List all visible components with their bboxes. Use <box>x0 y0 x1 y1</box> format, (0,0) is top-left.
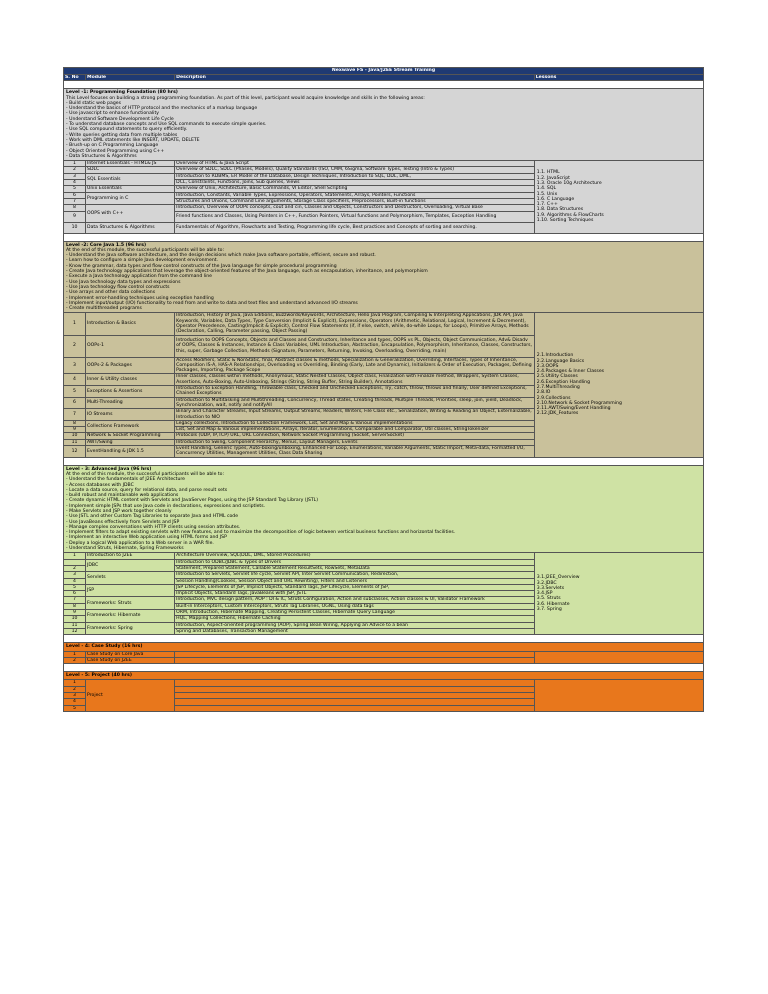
spacer-row <box>64 635 704 643</box>
level-intro-line: - Understand the basics of HTTP protocol and the mechanics of a markup language <box>66 106 258 112</box>
level-header-row <box>64 465 704 553</box>
cell-description: Structures and Unions, Command Line arguments, Storage Class specifiers, Preprocessors, Built-in functions <box>175 198 535 204</box>
cell-module: Frameworks: Struts <box>86 597 175 610</box>
level-intro-line: - Understand Software Development Life Cycle <box>66 116 174 122</box>
level-header-row <box>64 241 704 313</box>
cell-sno: 7 <box>64 409 86 421</box>
cell-sno: 9 <box>64 211 86 222</box>
level-title: Level - 5: Project (40 hrs) <box>66 673 132 679</box>
level-intro-line: - Implement input/output (I/O) functionality to read from and write to data and text files and understand advanced I/O streams <box>66 300 358 306</box>
level-intro-line: - Data Structures & Algorithms <box>66 153 137 159</box>
cell-sno: 6 <box>64 192 86 198</box>
level-intro-line: - Deploy a logical Web application to a Web server in a WAR file. <box>66 540 214 546</box>
cell-description: Inner classes, classes within methods, Anonymous, Static Nested Classes, Object class, Finalization with Finalize method, Wrappers, System Classes, Assertions, Auto-Boxing, Auto-Unboxing, Strings (String, String Buffer, String Builder), Annotations <box>175 374 535 386</box>
cell-description: Access Modifiers, Static & NonStatic, final, Abstract classes & methods, Specialization & Generalization, Overriding, Interfaces, Types of Inheritance, Composition IS-A, HAS-A Relationships, Overloading vs Overriding, Binding (Early, Late and Dynamic), Initializers & Order of Execution, Packages, Defining Packages, Importing, Package Scope <box>175 357 535 374</box>
cell-module: JDBC <box>86 559 175 572</box>
level-intro-line: At the end of this module, the successful participants will be able to: <box>66 471 225 477</box>
spacer-cell <box>64 635 704 643</box>
cell-description: List, Set and Map & Various implementations, Arrays, Iterator, Enumerations, Comparable and Comparator, Util classes, StringTokenizer <box>175 427 535 433</box>
level-intro-line: - Create multithreaded programs <box>66 306 142 312</box>
cell-sno: 6 <box>64 591 86 597</box>
lesson-item: 2.10.Network & Socket Programming <box>536 400 622 406</box>
cell-module: Exceptions & Assertions <box>86 386 175 398</box>
level-intro-line: - Create dynamic HTML content with Servlets and JavaServer Pages, using the JSP Standard Tag Library (JSTL) <box>66 498 319 504</box>
level-intro-line: This Level focuses on building a strong programming foundation. As part of this level, participant would acquire knowledge and skills in the following areas: <box>66 95 425 101</box>
level-description <box>64 643 704 651</box>
level-intro-line: - Implement simple JSPs that use Java code in declarations, expressions and scriptlets. <box>66 503 266 509</box>
lesson-item: 1.8. Data Structures <box>536 207 584 213</box>
lesson-item: 1.2. JavaScript <box>536 175 570 181</box>
cell-sno: 5 <box>64 186 86 192</box>
spacer-cell <box>64 664 704 672</box>
title-row <box>64 68 704 75</box>
cell-sno: 1 <box>64 651 86 657</box>
level-header-row <box>64 643 704 651</box>
cell-sno: 1 <box>64 161 86 167</box>
cell-sno: 8 <box>64 420 86 426</box>
lesson-item: 3.1.J2EE_Overview <box>536 575 580 581</box>
cell-module: Case Study on Core Java <box>86 651 175 657</box>
lesson-item: 2.1.Introduction <box>536 353 574 359</box>
level-title: Level - 4: Case Study (16 hrs) <box>66 644 143 650</box>
cell-description: Introduction, Aspect-oriented programming (AOP), Spring Bean Wiring, Applying an Advice to a bean <box>175 622 535 628</box>
cell-module: Case Study on J2EE <box>86 657 175 663</box>
cell-description: Introduction to ODBC/JDBC & Types of Drivers <box>175 559 535 565</box>
header-sno: S. No <box>64 75 86 81</box>
grid-body <box>64 68 704 712</box>
cell-module: Frameworks: Hibernate <box>86 610 175 623</box>
lesson-item: 1.1. HTML <box>536 170 560 176</box>
cell-module: IO Streams <box>86 409 175 421</box>
cell-module: Data Structures & Algorithms <box>86 222 175 233</box>
header-description: Description <box>175 75 535 81</box>
level-intro-line: - Object Oriented Programming using C++ <box>66 148 165 154</box>
lesson-item: 2.8.IO <box>536 390 551 396</box>
level-intro-line: - Know the grammar, data types and flow control constructs of the Java language for simple procedural programming <box>66 263 337 269</box>
lessons-cell <box>534 313 703 457</box>
cell-description: Built-in Interceptors, Custom Interceptors, Struts Tag Libraries, OGNL, Using data tags <box>175 603 535 609</box>
level-description <box>64 89 704 161</box>
level-intro-line: - Write queries getting data from multiple tables <box>66 132 178 138</box>
cell-description: Binary and Character Streams, Input Streams, Output Streams, Readers, Writers, File Class etc., Serialization, Writing & Reading an Object, Externalizable, Introduction to NIO <box>175 409 535 421</box>
lesson-item: 2.2.Language Basics <box>536 358 585 364</box>
lessons-cell <box>534 680 703 711</box>
spacer-cell <box>64 457 704 465</box>
cell-description: Introduction, MVC design pattern, AOP : DI & IC, Struts Configuration, Action and subclasses, Action classes & UI, Validator Framework <box>175 597 535 603</box>
cell-sno: 3 <box>64 173 86 179</box>
cell-sno: 5 <box>64 386 86 398</box>
spacer-row <box>64 233 704 241</box>
spacer-row <box>64 81 704 89</box>
level-intro-line: - Understand the Java software architecture, and the design decisions which make Java software portable, efficient, secure and robust. <box>66 253 376 259</box>
level-intro-line: - Implement filters to adapt existing servlets with new features, and to maximize the decomposition of logic between vertical business functions and horizontal facilities. <box>66 530 456 536</box>
cell-sno: 10 <box>64 433 86 439</box>
cell-description: JSP Lifecycle, Elements of JSP, Implicit Objects, Standard Tags, JSP Lifecycle, Elements of JSP, <box>175 584 535 590</box>
cell-description: Architecture Overview, SQL(DDL, DML, Stored Procedures) <box>175 553 535 559</box>
level-intro-line: - Use SQL compound statements to query efficiently. <box>66 127 188 133</box>
cell-sno: 9 <box>64 610 86 616</box>
lesson-item: 3.3.Servlets <box>536 585 565 591</box>
sheet-title: Nexwave FS - Java/J2EE Stream Training <box>64 68 704 75</box>
cell-sno: 3 <box>64 357 86 374</box>
cell-module: Multi-Threading <box>86 397 175 409</box>
level-intro-line: - Understand Struts, Hibernate, Spring Frameworks <box>66 546 184 552</box>
level-header-row <box>64 89 704 161</box>
level-intro-line: - Make Servlets and JSP work together cleanly <box>66 509 172 514</box>
cell-module: Collections Framework <box>86 420 175 433</box>
cell-sno: 3 <box>64 693 86 699</box>
cell-sno: 2 <box>64 565 86 571</box>
header-module: Module <box>86 75 175 81</box>
cell-sno: 8 <box>64 603 86 609</box>
level-intro-line: At the end of this module, the successful participants will be able to: <box>66 247 225 253</box>
cell-module: OOPs-1 <box>86 335 175 357</box>
lesson-item: 1.5. Unix <box>536 191 558 197</box>
spacer-cell <box>64 233 704 241</box>
lesson-item: 3.4.JSP <box>536 591 553 597</box>
lessons-cell <box>534 553 703 635</box>
lesson-item: 1.9. Algorithms & FlowCharts <box>536 212 604 218</box>
cell-description: Introduction to RDBMS, ER Model of the Database, Design Techniques, Introduction to SQL, DDL, DML, <box>175 173 535 179</box>
level-intro-line: - Locate a data source, query for relational data, and parse result sets <box>66 487 228 493</box>
cell-sno: 4 <box>64 578 86 584</box>
lesson-item: 2.6.Exception Handling <box>536 379 590 385</box>
cell-description: Implicit Objects, Standard Tags, JavaBeans with JSP, JSTL <box>175 591 535 597</box>
training-grid <box>63 67 704 712</box>
level-intro-line: - Use arrays and other data collections <box>66 290 156 296</box>
cell-sno: 10 <box>64 222 86 233</box>
cell-description: Overview of HTML & Java Script <box>175 161 535 167</box>
lesson-item: 3.7. Spring <box>536 607 562 613</box>
cell-description: Introduction, History of Java, Java Editions, Buzzwords/Keywords, Architecture, Hello Java Program, Compiling & Interpreting Applications, JDK API, Java Keywords, Variables, Data Types, Type Conversion (Implicit & Explicit), Expressions, Operators (Arithmetic, Relational, Logical, Increment & Decrement), Operator Precedence, Casting(Implicit & Explicit), Control Flow Statements (if, if else, switch, while, do-while Loops, for Loops), Primitive Arrays, Methods (Declaration, Calling, Parameter passing, Object Passing) <box>175 313 535 335</box>
spreadsheet <box>63 67 704 712</box>
cell-description: Protocols (UDP, IP,TCP) URL, URL Connection, Network Socket Programming (Socket, ServerSocket) <box>175 433 535 439</box>
cell-sno: 2 <box>64 335 86 357</box>
cell-description: Friend functions and Classes, Using Pointers in C++, Function Pointers, Virtual functions and Polymorphism, Templates, Exception Handling <box>175 211 535 222</box>
lesson-item: 2.12.JDK_Features <box>536 411 579 417</box>
cell-description: Overview of SDLC, SDLC (Phases, Models), Quality Standards (ISO, CMM, 6Sigma, Software Types, Testing (Intro & Types) <box>175 167 535 173</box>
level-description <box>64 241 704 313</box>
cell-description: Introduction to Swing, Component Hierarchy, Menus, Layout Managers, Events <box>175 439 535 445</box>
level-intro-line: - Access databases with JDBC <box>66 482 134 488</box>
level-title: Level -1: Programming Foundation (80 hrs) <box>66 90 178 96</box>
cell-module: Servlets <box>86 572 175 585</box>
cell-sno: 5 <box>64 705 86 711</box>
cell-description: HQL, Mapping Collections, Hibernate Caching <box>175 616 535 622</box>
level-intro-line: - Understand the fundamentals of J2EE Architecture <box>66 477 186 483</box>
lessons-cell <box>534 651 703 664</box>
cell-sno: 2 <box>64 686 86 692</box>
cell-sno: 1 <box>64 680 86 686</box>
lesson-item: 1.7. C++ <box>536 202 558 208</box>
lesson-item: 3.2.JDBC <box>536 580 557 586</box>
lesson-item: 2.5.Utility Classes <box>536 374 578 380</box>
level-title: Level - 3: Advanced Java (96 hrs) <box>66 466 152 472</box>
cell-description: Spring and Databases, Transaction Management <box>175 628 535 634</box>
cell-module: Internet Essentials - HTML& JS <box>86 161 175 167</box>
level-intro-line: - Work with DML statements like INSERT, UPDATE, DELETE <box>66 137 200 143</box>
level-description <box>64 465 704 553</box>
cell-description: ORM, Introduction, Hibernate Mapping, Creating Persistent Classes, Hibernate Query Language <box>175 610 535 616</box>
level-intro-line: - Use Java technology data types and expressions <box>66 279 181 285</box>
cell-description: Event Handling, Generic Types, Auto-boxing/unboxing, Enhanced For Loop, Enumerations, Variable Arguments, Static Import, Meta-data, Formatted I/O, Concurrency Utilities, Management Utilities, Class Data Sharing <box>175 446 535 458</box>
cell-description: Legacy collections, Introduction to Collection Framework, List, Set and Map & Various implementations <box>175 420 535 426</box>
cell-description <box>175 705 535 711</box>
cell-sno: 1 <box>64 553 86 559</box>
level-intro-line: - Brush-up on C Programming Language <box>66 143 159 149</box>
level-intro-line: - To understand database concepts and Use SQL commands to execute simple queries. <box>66 122 267 128</box>
cell-module: SDLC <box>86 167 175 173</box>
level-intro-line: - Execute a Java technology application from the command line <box>66 274 212 280</box>
cell-description: Session Handling(Cookies, Session Object and URL Rewriting), Filters and Listeners <box>175 578 535 584</box>
level-intro-line: - Implement error-handling techniques using exception handling <box>66 295 214 301</box>
spacer-row <box>64 457 704 465</box>
spacer-cell <box>64 81 704 89</box>
level-intro-line: - build robust and maintainable web applications <box>66 493 179 499</box>
cell-sno: 7 <box>64 597 86 603</box>
level-intro-line: - Use JavaBeans effectively from Servlets and JSP <box>66 519 180 525</box>
level-intro-line: - Use JSTL and other Custom Tag Libraries to separate Java and HTML code <box>66 514 239 520</box>
level-title: Level -2: Core Java 1.5 (96 hrs) <box>66 242 147 248</box>
cell-module: Frameworks: Spring <box>86 622 175 635</box>
cell-description: Introduction to Multitasking and Multithreading, Concurrency, Thread states, Creating threads, Multiple Threads, Priorities, sleep, join, yield, Deadlock, Synchronization, wait, notify and notifyAll <box>175 397 535 409</box>
cell-sno: 2 <box>64 167 86 173</box>
level-header-row <box>64 672 704 680</box>
cell-sno: 9 <box>64 427 86 433</box>
header-lessons: Lessons <box>534 75 703 81</box>
lesson-item: 3.5. Struts <box>536 596 561 602</box>
cell-module: OOPs-2 & Packages <box>86 357 175 374</box>
cell-description: DCL, Constraints, Functions, Joins, Sub queries, Views <box>175 180 535 186</box>
cell-sno: 11 <box>64 439 86 445</box>
lesson-item: 2.9.Collections <box>536 395 571 401</box>
cell-sno: 12 <box>64 628 86 634</box>
cell-module: SQL Essentials <box>86 173 175 186</box>
level-intro-line: - Learn how to configure a simple Java development environment. <box>66 258 219 264</box>
level-intro-line: - Implement an interactive Web application using HTML forms and JSP <box>66 535 227 541</box>
cell-module: Unix Essentials <box>86 186 175 192</box>
lesson-item: 1.3. Oracle 10g Architecture <box>536 180 602 186</box>
cell-description: Introduction to Exception Handling, Throwable class, Checked and Unchecked Exceptions, Try, catch, throw, throws and finally, User defined Exceptions, Chained Exceptions <box>175 386 535 398</box>
cell-description: Fundamentals of Algorithm, Flowcharts and Testing, Programming life cycle, Best practices and Concepts of sorting and searching. <box>175 222 535 233</box>
cell-sno: 5 <box>64 584 86 590</box>
cell-sno: 3 <box>64 572 86 578</box>
level-intro-line: - Use Java technology flow control constructs <box>66 284 170 290</box>
lesson-item: 1.6. C Language <box>536 196 575 202</box>
cell-sno: 6 <box>64 397 86 409</box>
cell-sno: 12 <box>64 446 86 458</box>
lesson-item: 1.10. Sorting Techniques <box>536 218 594 224</box>
cell-description: Overview of Unix, Architecture, Basic Commands, VI Editor, Shell Scripting <box>175 186 535 192</box>
cell-module: Introduction & Basics <box>86 313 175 335</box>
cell-description: Introduction, Overview of OOPs concepts, cout and cin, Classes and Objects, Constructors and Destructors, Overloading, Virtual Base <box>175 205 535 211</box>
cell-description: Introduction, Constants, Variable Types, Expressions, Operators, Statements, Arrays, Pointers, Functions <box>175 192 535 198</box>
level-intro-line: - Use javascript to enhance functionality <box>66 111 159 117</box>
cell-description: Statement, Prepared Statement, Callable Statement ResultSets, RowSets, MetaData <box>175 565 535 571</box>
cell-sno: 4 <box>64 699 86 705</box>
cell-module: Network & Socket Programming <box>86 433 175 439</box>
cell-sno: 7 <box>64 198 86 204</box>
level-description <box>64 672 704 680</box>
lesson-item: 2.11.AWT/Swing/Event Handling <box>536 406 611 412</box>
cell-sno: 4 <box>64 180 86 186</box>
cell-module: OOPS with C++ <box>86 205 175 222</box>
table-row <box>64 313 704 335</box>
lesson-item: 2.3.OOPS <box>536 363 559 369</box>
lesson-item: 3.6. Hibernate <box>536 601 570 607</box>
cell-sno: 11 <box>64 622 86 628</box>
cell-module: Project <box>86 680 175 711</box>
cell-sno: 1 <box>64 313 86 335</box>
lessons-cell <box>534 161 703 233</box>
cell-description: Introduction to Servlets, Servlet life cycle, Servlet API, Inter Servlet Communication, Redirection, <box>175 572 535 578</box>
cell-module: JSP <box>86 584 175 597</box>
cell-sno: 2 <box>64 657 86 663</box>
cell-module: Inner & Utility classes <box>86 374 175 386</box>
cell-description: Introduction to OOPS Concepts, Objects and Classes and Constructors, Inheritance and types, OOPS vs PL, Objects, Object Communication, Adv& Disadv of OOPS, Classes & Instances, Instance & Class Variables, UML Introduction, Abstraction, Encapsulation, Polymorphism, Inheritance, Classes, Constructors, this, super, Garbage Collection, Methods (Signature, Parameters, Returning, Invoking, Overloading, Overriding, main) <box>175 335 535 357</box>
cell-module: Introduction to J2EE <box>86 553 175 559</box>
lesson-item: 2.4.Packages & Inner Classes <box>536 369 605 375</box>
cell-sno: 10 <box>64 616 86 622</box>
level-intro-line: - Create Java technology applications that leverage the object-oriented features of the Java language, such as encapsulation, inheritance, and polymorphism <box>66 269 428 275</box>
cell-sno: 8 <box>64 205 86 211</box>
spacer-row <box>64 664 704 672</box>
cell-sno: 4 <box>64 374 86 386</box>
lesson-item: 2.7.MultiThreading <box>536 385 580 390</box>
cell-module: AWT/Swing <box>86 439 175 445</box>
cell-module: EventHandling & JDK 1.5 <box>86 446 175 458</box>
level-intro-line: - Build static web pages <box>66 100 122 106</box>
cell-module: Programming in C <box>86 192 175 205</box>
lesson-item: 1.4. SQL <box>536 186 557 192</box>
level-intro-line: - Manage complex conversations with HTTP clients using session attributes. <box>66 524 241 530</box>
